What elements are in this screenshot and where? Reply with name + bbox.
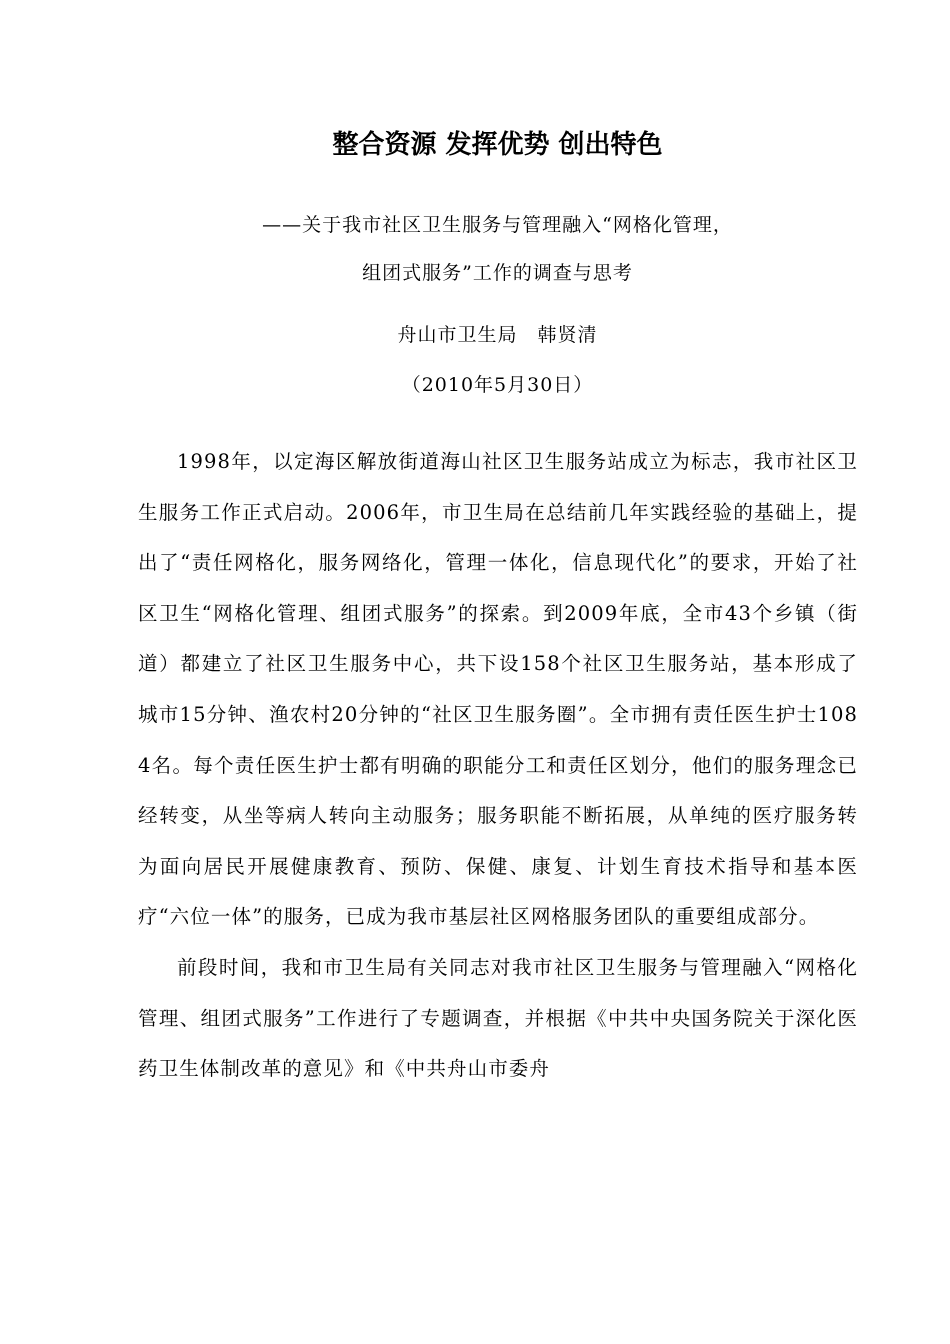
- document-subtitle-line1: ——关于我市社区卫生服务与管理融入“网格化管理，: [262, 214, 733, 236]
- document-body: [138, 437, 858, 1095]
- document-subtitle-line2: 组团式服务”工作的调查与思考: [362, 262, 633, 284]
- body-paragraph-2: 前段时间，我和市卫生局有关同志对我市社区卫生服务与管理融入“网格化管理、组团式服务”工作进行了专题调查，并根据《中共中央国务院关于深化医药卫生体制改革的意见》和《中共舟山市委舟: [138, 955, 858, 1081]
- document-title: 整合资源 发挥优势 创出特色: [332, 130, 663, 160]
- document-author: 舟山市卫生局 韩贤清: [397, 324, 598, 346]
- document-date: （2010年5月30日）: [401, 374, 594, 396]
- body-paragraph-1: 1998年，以定海区解放街道海山社区卫生服务站成立为标志，我市社区卫生服务工作正式启动。2006年，市卫生局在总结前几年实践经验的基础上，提出了“责任网格化，服务网络化，管理一体化，信息现代化”的要求，开始了社区卫生“网格化管理、组团式服务”的探索。到2009年底，全市43个乡镇（街道）都建立了社区卫生服务中心，共下设158个社区卫生服务站，基本形成了城市15分钟、渔农村20分钟的“社区卫生服务圈”。全市拥有责任医生护士1084名。每个责任医生护士都有明确的职能分工和责任区划分，他们的服务理念已经转变，从坐等病人转向主动服务；服务职能不断拓展，从单纯的医疗服务转为面向居民开展健康教育、预防、保健、康复、计划生育技术指导和基本医疗“六位一体”的服务，已成为我市基层社区网格服务团队的重要组成部分。: [138, 450, 858, 929]
